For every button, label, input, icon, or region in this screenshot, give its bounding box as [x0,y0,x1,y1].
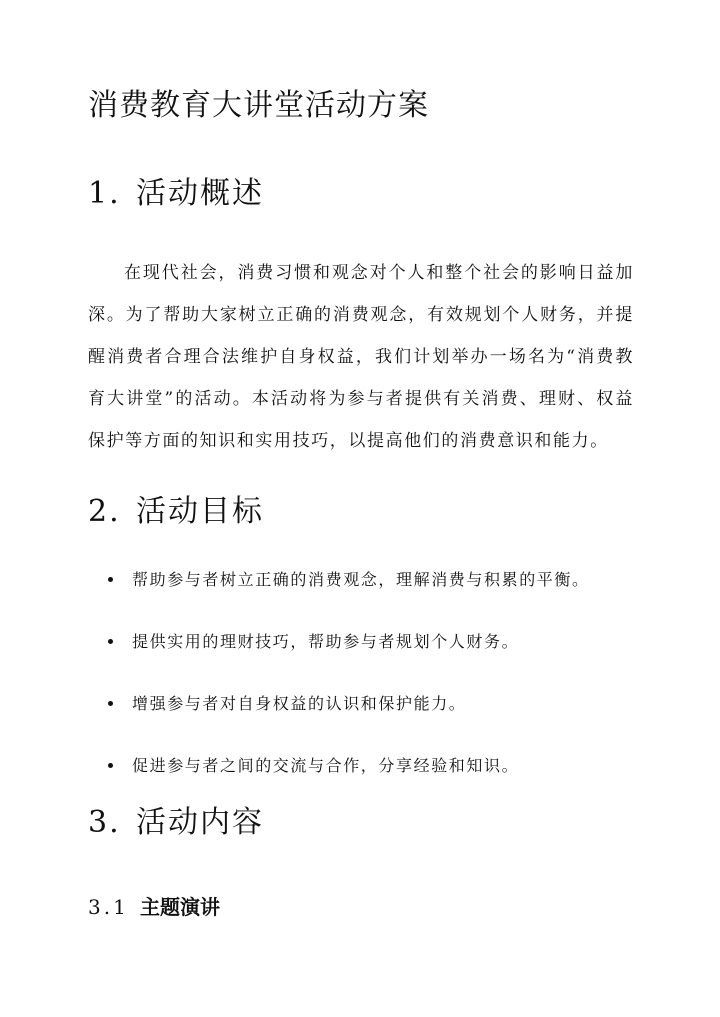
overview-paragraph: 在现代社会，消费习惯和观念对个人和整个社会的影响日益加深。为了帮助大家树立正确的消费观念，有效规划个人财务，并提醒消费者合理合法维护自身权益，我们计划举办一场名为“消费教育大讲堂”的活动。本活动将为参与者提供有关消费、理财、权益保护等方面的知识和实用技巧，以提高他们的消费意识和能力。 [88,263,634,451]
section-heading-overview [88,174,264,214]
bullet-dot-icon [108,763,113,768]
list-item [88,690,648,752]
list-item-text: 提供实用的理财技巧，帮助参与者规划个人财务。 [132,632,520,651]
section-number: 1. [88,176,121,211]
list-item [88,566,648,628]
list-item-text: 帮助参与者树立正确的消费观念，理解消费与积累的平衡。 [132,570,590,589]
document-title: 消费教育大讲堂活动方案 [88,88,429,123]
bullet-dot-icon [108,639,113,644]
list-item-text: 增强参与者对自身权益的认识和保护能力。 [132,694,467,713]
section-heading-goals [88,492,264,532]
subsection-title: 主题演讲 [140,895,220,919]
section-number: 2. [88,494,121,529]
section-title: 活动概述 [136,176,264,211]
subsection-number: 3.1 [88,895,129,919]
list-item [88,628,648,690]
bullet-dot-icon [108,577,113,582]
section-number: 3. [88,805,121,840]
bullet-dot-icon [108,701,113,706]
subsection-heading-keynote [88,892,220,922]
goal-list [88,566,648,814]
section-title: 活动目标 [136,494,264,529]
section-title: 活动内容 [136,805,264,840]
list-item-text: 促进参与者之间的交流与合作，分享经验和知识。 [132,756,520,775]
section-heading-content [88,803,264,843]
